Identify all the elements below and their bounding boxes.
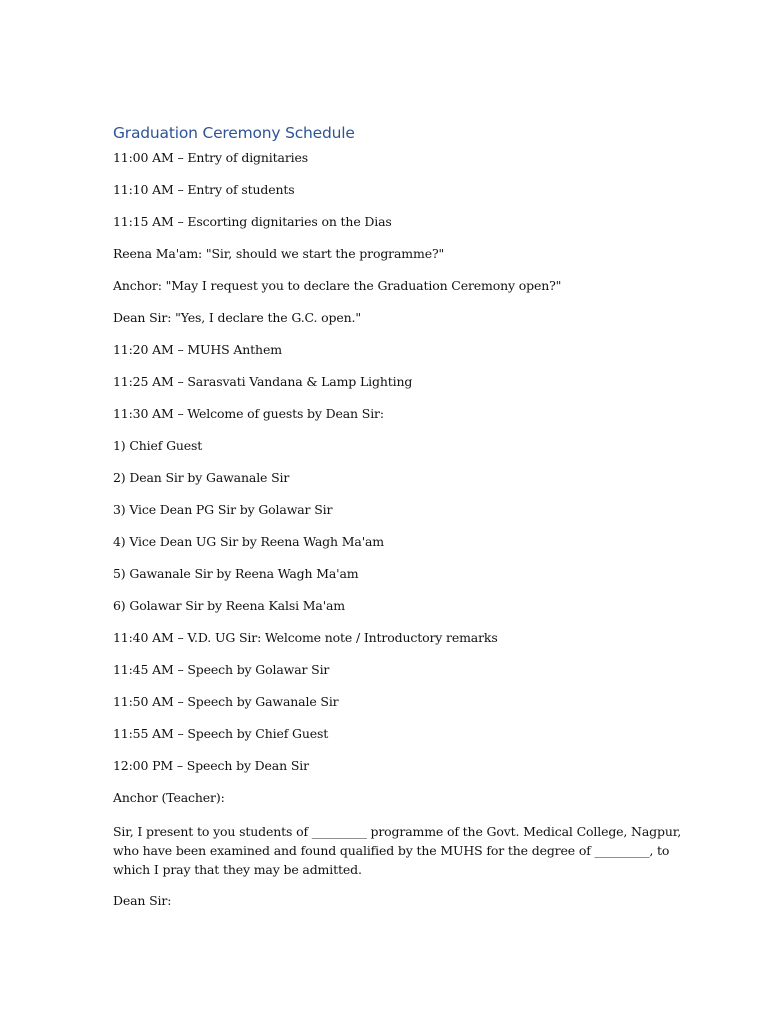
dialogue-line: Reena Ma'am: "Sir, should we start the programme?"	[113, 246, 445, 261]
schedule-line: 11:55 AM – Speech by Chief Guest	[113, 726, 329, 741]
welcome-list-item: 1) Chief Guest	[113, 438, 203, 453]
schedule-line: 11:30 AM – Welcome of guests by Dean Sir:	[113, 406, 384, 421]
presentation-paragraph	[113, 822, 682, 879]
welcome-list-item: 3) Vice Dean PG Sir by Golawar Sir	[113, 502, 333, 517]
schedule-line: 12:00 PM – Speech by Dean Sir	[113, 758, 309, 773]
schedule-line: 11:45 AM – Speech by Golawar Sir	[113, 662, 330, 677]
schedule-line: 11:15 AM – Escorting dignitaries on the Dias	[113, 214, 392, 229]
paragraph-line: which I pray that they may be admitted.	[113, 862, 362, 877]
schedule-line: 11:25 AM – Sarasvati Vandana & Lamp Lighting	[113, 374, 413, 389]
welcome-list-item: 5) Gawanale Sir by Reena Wagh Ma'am	[113, 566, 359, 581]
paragraph-line: Sir, I present to you students of _________ programme of the Govt. Medical College, Nagpur,	[113, 824, 682, 839]
welcome-list-item: 2) Dean Sir by Gawanale Sir	[113, 470, 290, 485]
welcome-list-item: 4) Vice Dean UG Sir by Reena Wagh Ma'am	[113, 534, 384, 549]
dean-heading: Dean Sir:	[113, 893, 172, 908]
schedule-line: 11:10 AM – Entry of students	[113, 182, 295, 197]
dialogue-line: Anchor: "May I request you to declare the Graduation Ceremony open?"	[113, 278, 562, 293]
welcome-list-item: 6) Golawar Sir by Reena Kalsi Ma'am	[113, 598, 346, 613]
paragraph-line: who have been examined and found qualified by the MUHS for the degree of _________, to	[113, 843, 670, 858]
document-title: Graduation Ceremony Schedule	[113, 124, 355, 142]
schedule-line: 11:20 AM – MUHS Anthem	[113, 342, 282, 357]
schedule-line: 11:00 AM – Entry of dignitaries	[113, 150, 309, 165]
schedule-line: 11:50 AM – Speech by Gawanale Sir	[113, 694, 339, 709]
anchor-heading: Anchor (Teacher):	[113, 790, 225, 805]
dialogue-line: Dean Sir: "Yes, I declare the G.C. open."	[113, 310, 361, 325]
schedule-line: 11:40 AM – V.D. UG Sir: Welcome note / Introductory remarks	[113, 630, 498, 645]
